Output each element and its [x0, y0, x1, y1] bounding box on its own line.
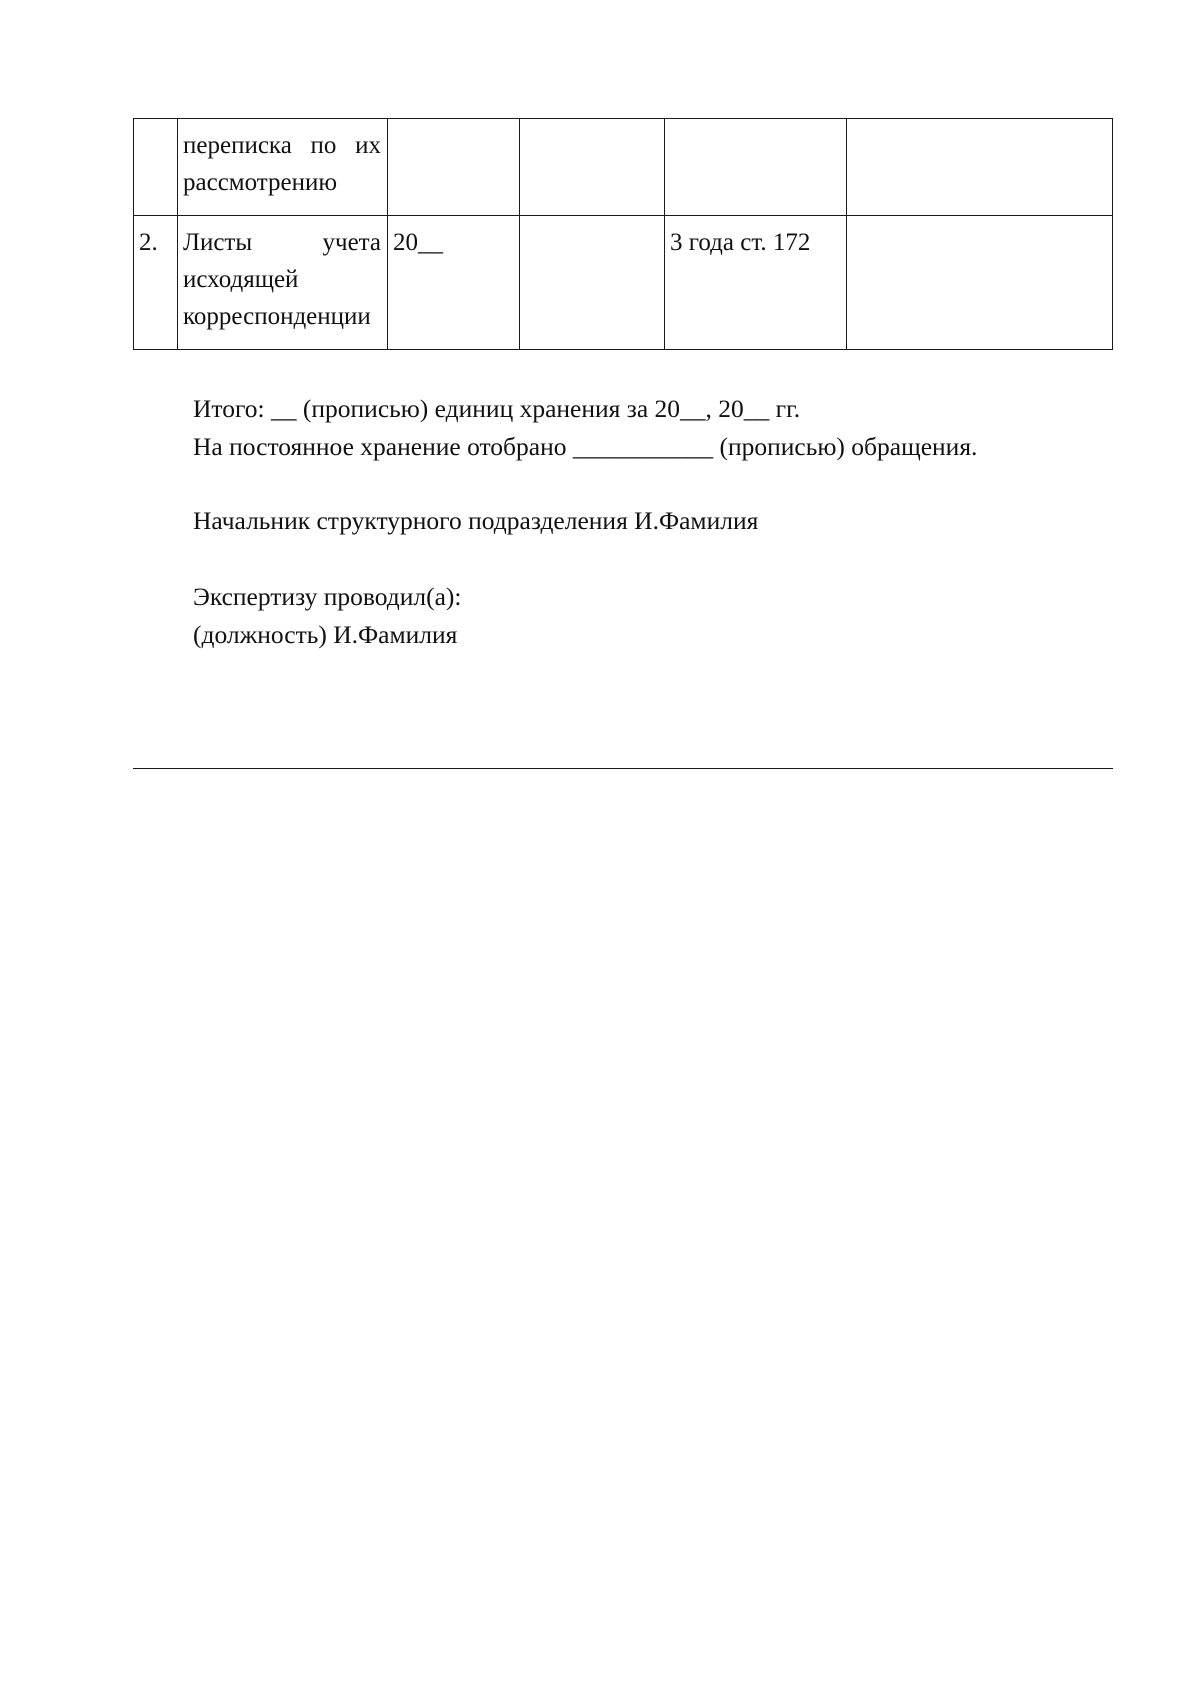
expert-name: (должность) И.Фамилия [193, 620, 458, 649]
summary-total: Итого: __ (прописью) единиц хранения за 20__, 20__ гг. [193, 394, 801, 423]
cell-term: 3 года ст. 172 [665, 216, 847, 350]
cell-count [520, 119, 665, 216]
cell-notes [847, 216, 1113, 350]
bottom-rule [133, 768, 1113, 769]
summary-permanent: На постоянное хранение отобрано ___________ (прописью) обращения. [193, 432, 978, 461]
cell-number: 2. [134, 216, 178, 350]
cell-dates [388, 119, 520, 216]
cell-dates: 20__ [388, 216, 520, 350]
cell-title: переписка по их рассмотрению [178, 119, 388, 216]
cell-title: Листы учета исходящей корреспонденции [178, 216, 388, 350]
head-signature-block [193, 502, 758, 540]
summary-block [193, 390, 977, 466]
expert-label: Экспертизу проводил(а): [193, 582, 462, 611]
cell-number [134, 119, 178, 216]
cell-term [665, 119, 847, 216]
register-table [133, 118, 1113, 350]
cell-count [520, 216, 665, 350]
table-row [134, 119, 1113, 216]
table-row [134, 216, 1113, 350]
cell-notes [847, 119, 1113, 216]
expert-block [193, 578, 462, 654]
head-signature: Начальник структурного подразделения И.Фамилия [193, 506, 759, 535]
